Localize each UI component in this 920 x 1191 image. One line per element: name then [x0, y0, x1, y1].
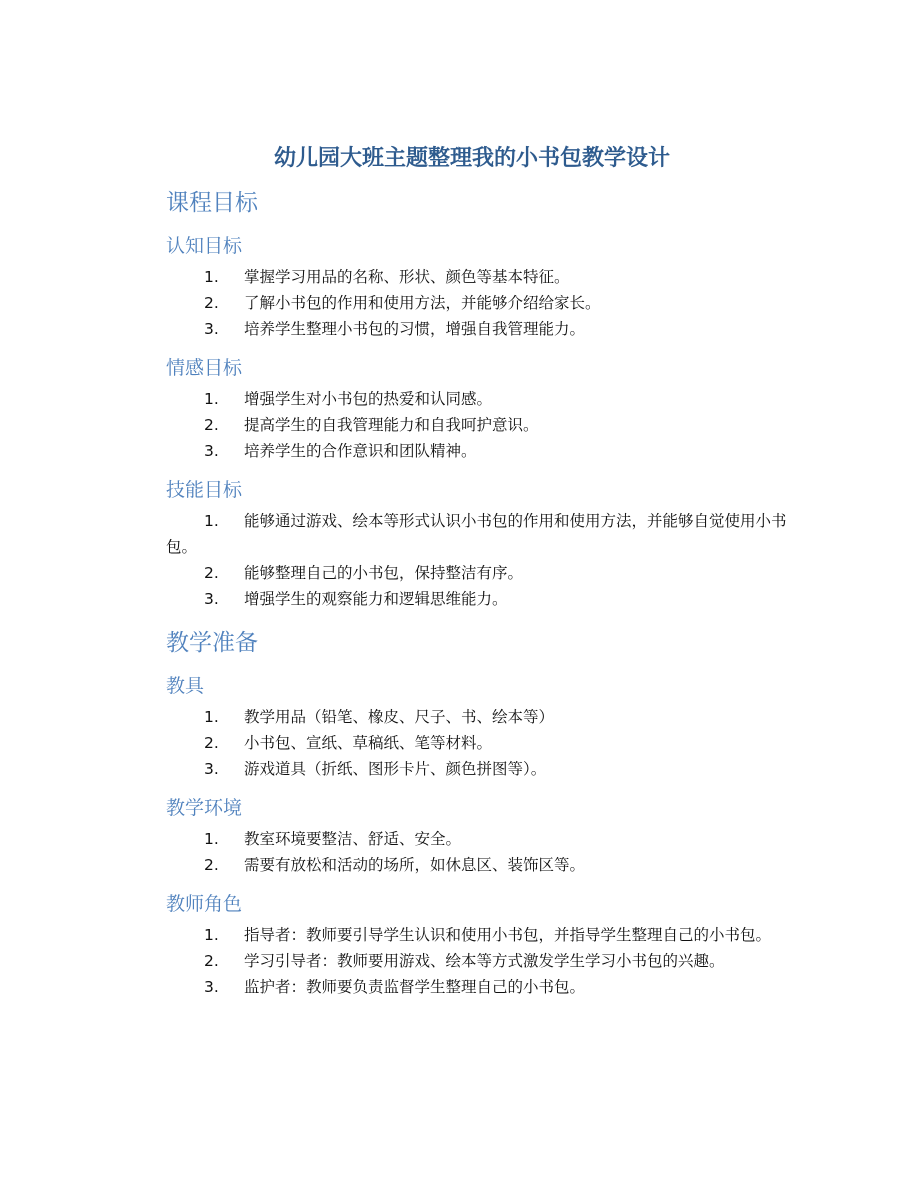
list-item-number: 1.: [204, 830, 219, 848]
subsection-heading: 技能目标: [166, 479, 243, 501]
list-item: [166, 948, 788, 974]
numbered-list: [166, 826, 788, 878]
list-item-text: 教学用品（铅笔、橡皮、尺子、书、绘本等）: [244, 708, 555, 726]
list-item-text: 需要有放松和活动的场所，如休息区、装饰区等。: [244, 856, 586, 874]
section-heading: 课程目标: [166, 190, 258, 216]
list-item: [166, 316, 788, 342]
list-item-number: 2.: [204, 856, 219, 874]
list-item-number: 3.: [204, 442, 219, 460]
list-item: [166, 756, 788, 782]
list-item-text: 学习引导者：教师要用游戏、绘本等方式激发学生学习小书包的兴趣。: [244, 952, 725, 970]
list-item: [166, 730, 788, 756]
list-item-text: 指导者：教师要引导学生认识和使用小书包，并指导学生整理自己的小书包。: [244, 926, 772, 944]
list-item-number: 2.: [204, 564, 219, 582]
numbered-list: [166, 508, 788, 612]
list-item-text: 教室环境要整洁、舒适、安全。: [244, 830, 462, 848]
list-item-text: 培养学生整理小书包的习惯，增强自我管理能力。: [244, 320, 586, 338]
list-item-number: 1.: [204, 926, 219, 944]
list-item-text: 增强学生的观察能力和逻辑思维能力。: [244, 590, 508, 608]
list-item-number: 2.: [204, 734, 219, 752]
list-item-number: 2.: [204, 952, 219, 970]
list-item-number: 3.: [204, 320, 219, 338]
list-item: [166, 508, 788, 560]
subsection-heading: 教师角色: [166, 893, 243, 915]
subsection-heading: 情感目标: [166, 357, 243, 379]
document-title: 幼儿园大班主题整理我的小书包教学设计: [273, 146, 670, 171]
list-item-text: 了解小书包的作用和使用方法，并能够介绍给家长。: [244, 294, 601, 312]
numbered-list: [166, 386, 788, 464]
list-item-text: 掌握学习用品的名称、形状、颜色等基本特征。: [244, 268, 570, 286]
list-item-text: 培养学生的合作意识和团队精神。: [244, 442, 477, 460]
list-item: [166, 852, 788, 878]
list-item-number: 1.: [204, 708, 219, 726]
document-content: [166, 142, 788, 1000]
list-item: [166, 586, 788, 612]
list-item: [166, 290, 788, 316]
list-item: [166, 412, 788, 438]
section: [166, 626, 788, 1000]
list-item: [166, 560, 788, 586]
subsection-heading: 教具: [166, 675, 205, 697]
section: [166, 186, 788, 612]
document-sections: [166, 186, 788, 1000]
list-item-text: 增强学生对小书包的热爱和认同感。: [244, 390, 493, 408]
list-item-number: 2.: [204, 294, 219, 312]
list-item-text: 监护者：教师要负责监督学生整理自己的小书包。: [244, 978, 586, 996]
subsection-heading: 教学环境: [166, 797, 243, 819]
list-item-number: 1.: [204, 390, 219, 408]
list-item: [166, 264, 788, 290]
list-item: [166, 386, 788, 412]
list-item-number: 2.: [204, 416, 219, 434]
numbered-list: [166, 922, 788, 1000]
list-item-number: 1.: [204, 512, 219, 530]
list-item-text: 提高学生的自我管理能力和自我呵护意识。: [244, 416, 539, 434]
list-item-number: 1.: [204, 268, 219, 286]
list-item-number: 3.: [204, 590, 219, 608]
list-item-number: 3.: [204, 978, 219, 996]
list-item-number: 3.: [204, 760, 219, 778]
list-item: [166, 704, 788, 730]
list-item-text: 能够通过游戏、绘本等形式认识小书包的作用和使用方法，并能够自觉使用小书包。: [166, 512, 787, 556]
section-heading: 教学准备: [166, 630, 258, 656]
list-item-text: 能够整理自己的小书包，保持整洁有序。: [244, 564, 524, 582]
list-item: [166, 922, 788, 948]
list-item: [166, 438, 788, 464]
list-item: [166, 974, 788, 1000]
list-item: [166, 826, 788, 852]
subsection-heading: 认知目标: [166, 235, 243, 257]
numbered-list: [166, 704, 788, 782]
list-item-text: 游戏道具（折纸、图形卡片、颜色拼图等）。: [244, 760, 547, 778]
list-item-text: 小书包、宣纸、草稿纸、笔等材料。: [244, 734, 493, 752]
numbered-list: [166, 264, 788, 342]
